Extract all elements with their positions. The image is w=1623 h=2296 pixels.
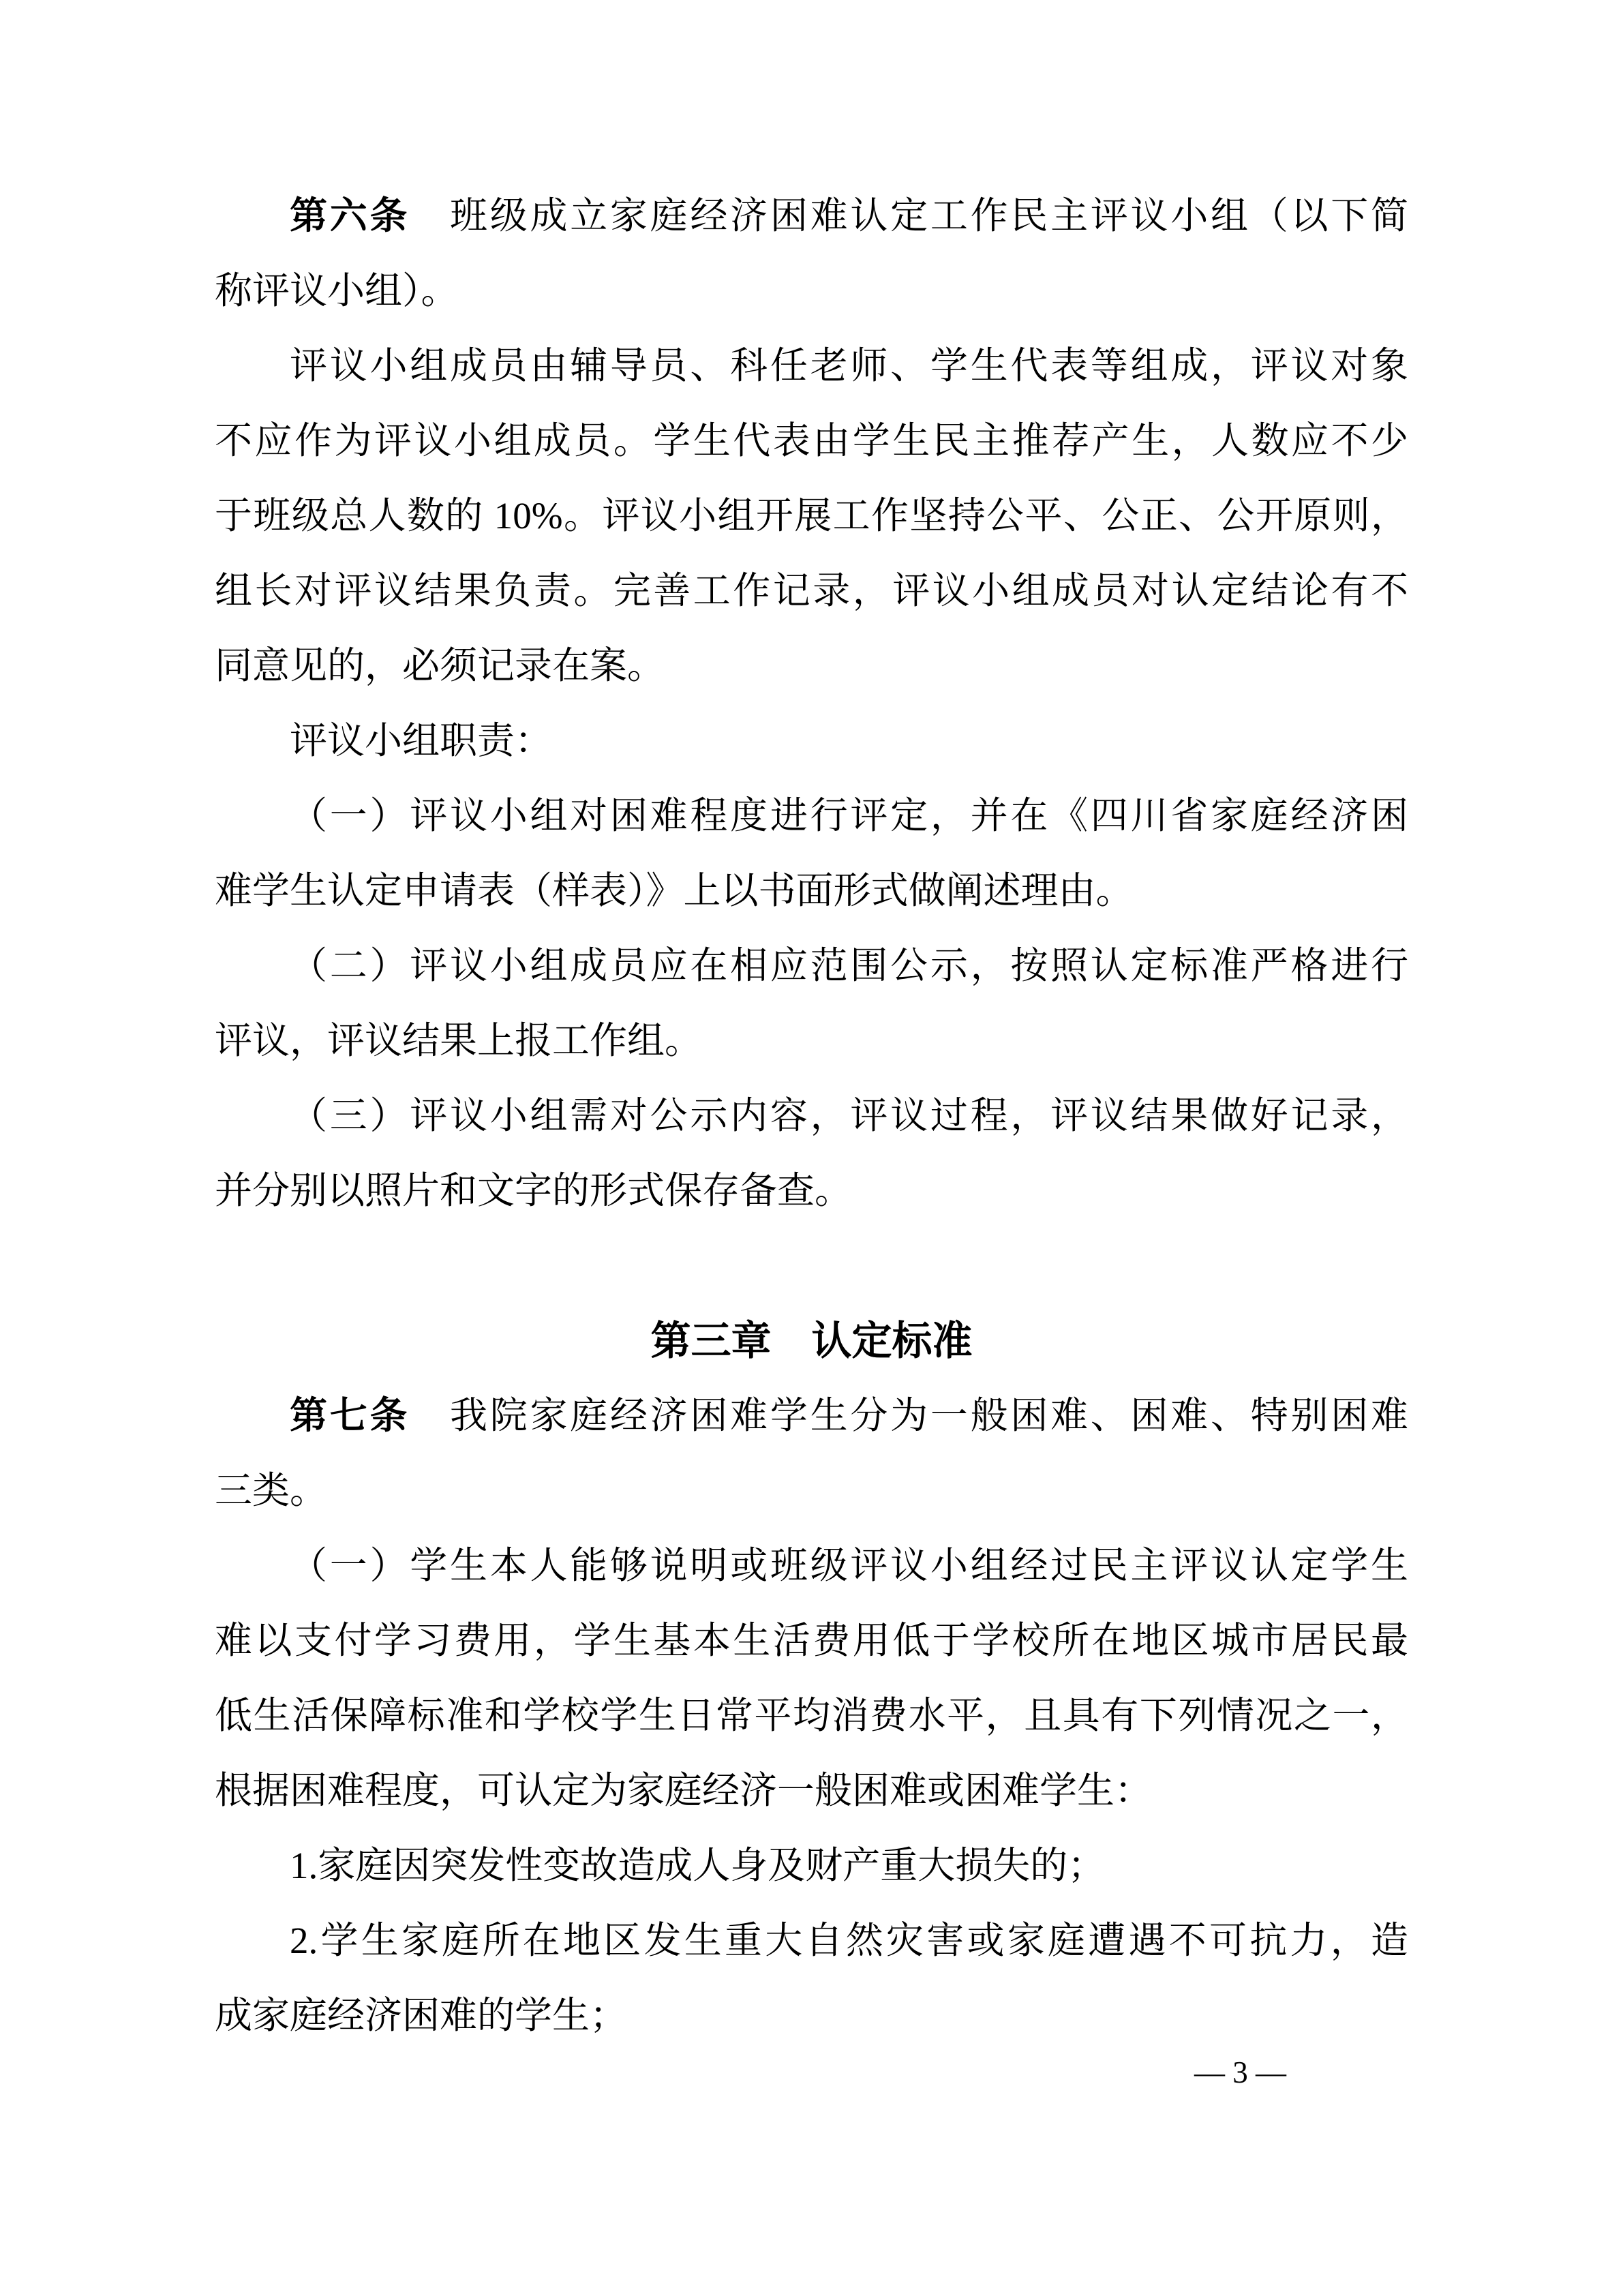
article-clause-label: 第六条: [290, 195, 410, 237]
blank-line: [215, 1228, 1408, 1303]
page-number: — 3 —: [1194, 2055, 1286, 2089]
body-line: （二）评议小组成员应在相应范围公示，按照认定标准严格进行: [290, 945, 1408, 986]
body-line: 评议小组职责：: [290, 720, 553, 761]
body-line-text: 我院家庭经济困难学生分为一般困难、困难、特别困难: [410, 1395, 1408, 1436]
body-line: 组长对评议结果负责。完善工作记录，评议小组成员对认定结论有不: [215, 570, 1408, 611]
body-line: 成家庭经济困难的学生；: [215, 1995, 628, 2036]
body-line: [215, 179, 1408, 254]
body-line: 同意见的，必须记录在案。: [215, 645, 665, 686]
body-line: 不应作为评议小组成员。学生代表由学生民主推荐产生，人数应不少: [215, 420, 1408, 462]
body-line: 于班级总人数的 10%。评议小组开展工作坚持公平、公正、公开原则，: [215, 495, 1408, 537]
document-body: [215, 179, 1408, 2053]
body-line: 评议小组成员由辅导员、科任老师、学生代表等组成，评议对象: [290, 345, 1408, 387]
body-line: 低生活保障标准和学校学生日常平均消费水平，且具有下列情况之一，: [215, 1695, 1408, 1736]
body-line: （一）评议小组对困难程度进行评定，并在《四川省家庭经济困: [290, 795, 1408, 836]
chapter-heading: 第三章 认定标准: [650, 1318, 973, 1363]
body-line: 难以支付学习费用，学生基本生活费用低于学校所在地区城市居民最: [215, 1620, 1408, 1661]
body-line: 难学生认定申请表（样表）》上以书面形式做阐述理由。: [215, 870, 1134, 911]
body-line: [215, 1378, 1408, 1453]
body-line: 并分别以照片和文字的形式保存备查。: [215, 1170, 853, 1211]
body-line: 根据困难程度，可认定为家庭经济一般困难或困难学生：: [215, 1770, 1153, 1811]
body-line-text: 班级成立家庭经济困难认定工作民主评议小组（以下简: [410, 195, 1408, 237]
body-line: （三）评议小组需对公示内容，评议过程，评议结果做好记录，: [290, 1095, 1408, 1136]
body-line: 评议，评议结果上报工作组。: [215, 1020, 703, 1061]
article-clause-label: 第七条: [290, 1395, 410, 1436]
body-line: （一）学生本人能够说明或班级评议小组经过民主评议认定学生: [290, 1545, 1408, 1586]
body-line: 1.家庭因突发性变故造成人身及财产重大损失的；: [290, 1845, 1106, 1886]
body-line: 2.学生家庭所在地区发生重大自然灾害或家庭遭遇不可抗力，造: [290, 1920, 1408, 1961]
body-line: 称评议小组）。: [215, 270, 459, 312]
body-line: 三类。: [215, 1470, 328, 1511]
